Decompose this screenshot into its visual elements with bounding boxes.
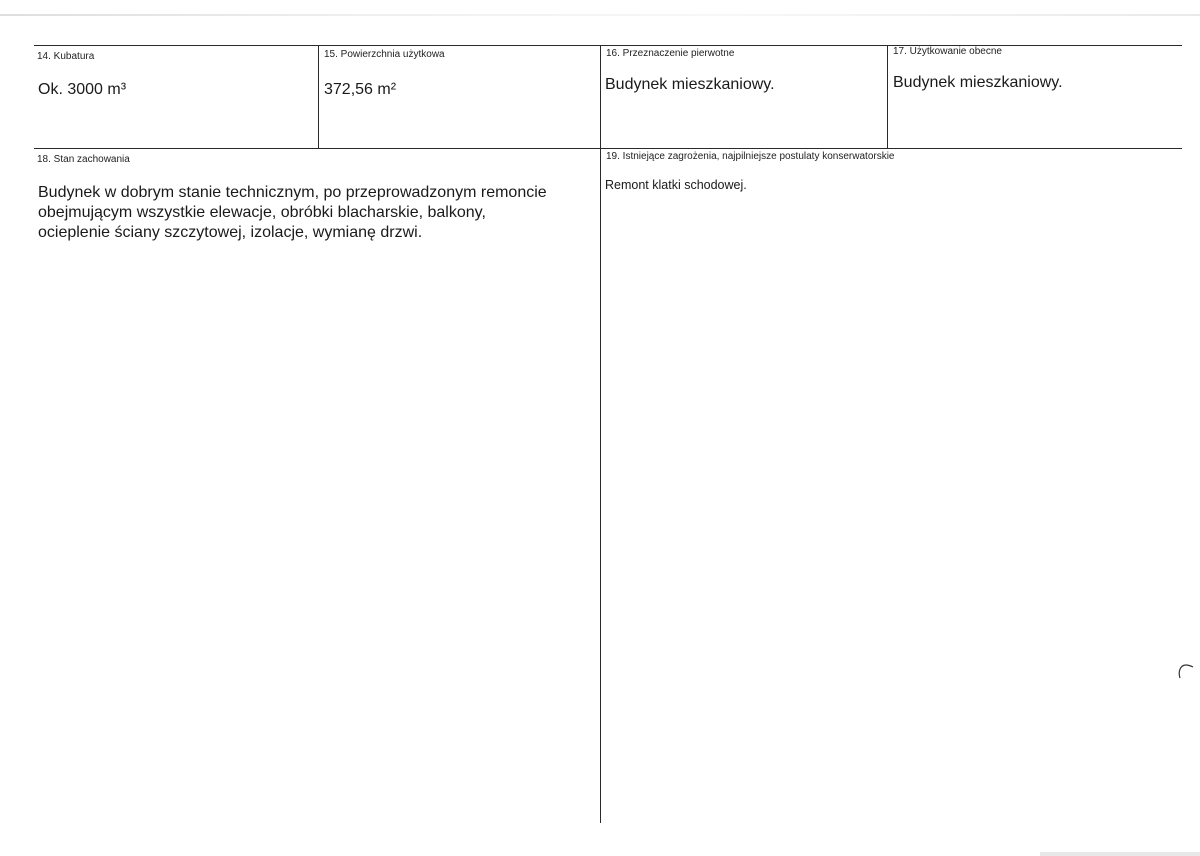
scan-edge-top	[0, 14, 1200, 16]
field-16-label: 16. Przeznaczenie pierwotne	[606, 48, 735, 59]
field-16-value: Budynek mieszkaniowy.	[605, 76, 775, 93]
field-17-value: Budynek mieszkaniowy.	[893, 74, 1063, 91]
table-top-border	[34, 45, 1182, 46]
field-18-line-2: obejmującym wszystkie elewacje, obróbki blacharskie, balkony,	[38, 204, 486, 221]
field-14-value: Ok. 3000 m³	[38, 81, 127, 98]
field-18-label: 18. Stan zachowania	[37, 154, 130, 165]
field-19-value: Remont klatki schodowej.	[605, 178, 747, 192]
column-divider-14-15	[318, 45, 319, 149]
scan-edge-bottom	[1040, 852, 1200, 856]
field-18-line-3: ocieplenie ściany szczytowej, izolacje, wymianę drzwi.	[38, 224, 423, 241]
field-17-label: 17. Użytkowanie obecne	[893, 46, 1002, 57]
column-divider-15-16	[600, 45, 601, 823]
pen-mark	[1176, 662, 1196, 680]
field-15-value: 372,56 m²	[324, 81, 397, 98]
field-14-label: 14. Kubatura	[37, 51, 95, 62]
row-divider	[34, 148, 1182, 149]
field-18-line-1: Budynek w dobrym stanie technicznym, po przeprowadzonym remoncie	[38, 184, 547, 201]
field-19-label: 19. Istniejące zagrożenia, najpilniejsze postulaty konserwatorskie	[606, 151, 895, 162]
field-18-value	[38, 183, 547, 243]
field-15-label: 15. Powierzchnia użytkowa	[324, 49, 445, 60]
column-divider-16-17	[887, 45, 888, 149]
